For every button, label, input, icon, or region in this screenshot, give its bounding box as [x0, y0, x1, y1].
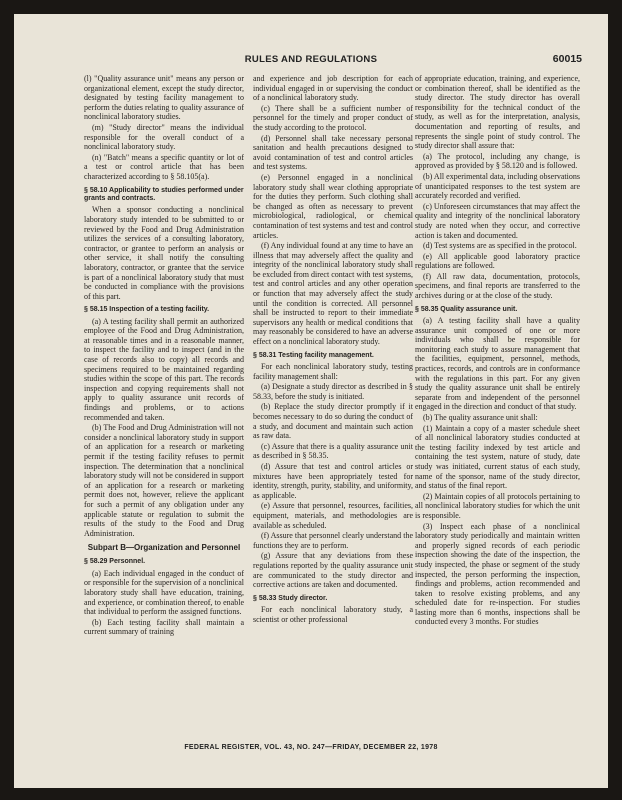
paragraph: (d) Personnel shall take necessary personal sanitation and health precautions designed to avoid contamination of test and control articles and test systems.	[253, 133, 413, 172]
paragraph: (d) Test systems are as specified in the protocol.	[423, 241, 577, 251]
paragraph: (f) Assure that personnel clearly understand the functions they are to perform.	[253, 531, 413, 550]
paragraph: (b) Replace the study director promptly if it becomes necessary to do so during the conduct of a study, and document and maintain such action as raw data.	[253, 402, 413, 441]
section-heading: § 58.35 Quality assurance unit.	[415, 305, 518, 313]
paragraph: (a) The protocol, including any change, is approved as provided by § 58.120 and is followed.	[415, 151, 580, 171]
paragraph: (m) "Study director" means the individual responsible for the overall conduct of a nonclinical laboratory study.	[84, 122, 244, 152]
paragraph: (n) "Batch" means a specific quantity or lot of a test or control article that has been characterized according to § 58.105(a).	[84, 152, 244, 181]
paragraph: For each nonclinical laboratory study, a scientist or other professional	[253, 605, 413, 624]
paragraph: (a) Each individual engaged in the conduct of or responsible for the supervision of a nonclinical laboratory study shall have education, training, and experience, or combination thereof, to enable that individual to perform the assigned functions.	[84, 568, 244, 617]
text-column-1	[84, 74, 244, 734]
paragraph: (b) Each testing facility shall maintain a current summary of training	[84, 617, 244, 637]
running-title: RULES AND REGULATIONS	[244, 54, 378, 65]
paragraph: (a) A testing facility shall permit an authorized employee of the Food and Drug Administration, at reasonable times and in a reasonable manner, to inspect the facility and to inspect (and in the case of records also to copy) all records and specimens required to be maintained regarding studies within the scope of this part. The records inspection and copying requirements shall not apply to quality assurance unit records of findings and problems, or to actions recommended and taken.	[84, 316, 244, 422]
paragraph: (a) Designate a study director as described in § 58.33, before the study is initiated.	[253, 382, 413, 401]
paragraph: When a sponsor conducting a nonclinical laboratory study intended to be submitted to or reviewed by the Food and Drug Administration utilizes the services of a consulting laboratory, contractor, or grantee to perform an analysis or other service, it shall notify the consulting laboratory, contractor, or grantee that the service is part of a nonclinical laboratory study that must be conducted in compliance with the provisions of this part.	[84, 205, 244, 301]
paragraph: (f) Any individual found at any time to have an illness that may adversely affect the quality and integrity of the nonclinical laboratory study shall be excluded from direct contact with test systems, test and control articles and any other operation or function that may adversely affect the study until the condition is corrected. All personnel shall be instructed to report to their immediate supervisors any health or medical conditions that may reasonably be considered to have an adverse effect on a nonclinical laboratory study.	[253, 241, 413, 347]
page-footer: FEDERAL REGISTER, VOL. 43, NO. 247—FRIDAY, DECEMBER 22, 1978	[184, 744, 438, 751]
paragraph: (b) The quality assurance unit shall:	[423, 413, 538, 422]
paragraph: (2) Maintain copies of all protocols pertaining to all nonclinical laboratory studies for which the unit is responsible.	[415, 491, 580, 520]
section-heading: § 58.29 Personnel.	[84, 558, 146, 566]
paragraph: For each nonclinical laboratory study, testing facility management shall:	[253, 362, 413, 381]
paragraph: (f) All raw data, documentation, protocols, specimens, and final reports are transferred to the archives during or at the close of the study.	[415, 271, 580, 301]
paragraph: (b) The Food and Drug Administration will not consider a nonclinical laboratory study in support of an application for a research or marketing permit if the testing facility refuses to permit inspection. The determination that a nonclinical laboratory study will not be considered in support of an application for a research or marketing permit does not, however, relieve the applicant for such a permit of any obligation under any applicable statute or regulation to submit the results of the study to the Food and Drug Administration.	[84, 423, 244, 538]
document-page	[14, 14, 608, 788]
page-number: 60015	[552, 53, 582, 65]
text-column-2	[253, 74, 413, 734]
section-heading: § 58.33 Study director.	[253, 594, 328, 602]
paragraph: (c) There shall be a sufficient number of personnel for the timely and proper conduct of the study according to the protocol.	[253, 103, 413, 132]
section-heading: § 58.15 Inspection of a testing facility.	[84, 306, 210, 314]
paragraph: (c) Assure that there is a quality assurance unit as described in § 58.35.	[253, 441, 413, 461]
section-heading: § 58.31 Testing facility management.	[253, 351, 374, 359]
section-heading: § 58.10 Applicability to studies performed under grants and contracts.	[84, 186, 244, 202]
page-header	[14, 54, 608, 70]
subpart-heading: Subpart B—Organization and Personnel	[87, 543, 241, 553]
paragraph: (b) All experimental data, including observations of unanticipated responses to the test system are accurately recorded and verified.	[415, 171, 580, 201]
paragraph: (3) Inspect each phase of a nonclinical laboratory study periodically and maintain written and properly signed records of each periodic inspection showing the date of the inspection, the study inspected, the phase or segment of the study inspected, the person performing the inspection, findings and problems, action recommended and taken to resolve existing problems, and any scheduled date for re-inspection. For studies lasting more than 6 months, inspections shall be conducted every 3 months. For studies	[415, 521, 580, 627]
paragraph: (g) Assure that any deviations from these regulations reported by the quality assurance unit are communicated to the study director and corrective actions are taken and documented.	[253, 551, 413, 590]
paragraph: (a) A testing facility shall have a quality assurance unit composed of one or more individuals who shall be responsible for monitoring each study to assure management that the facilities, equipment, personnel, methods, practices, records, and controls are in conformance with the regulations in this part. For any given study the quality assurance unit shall be entirely separate from and independent of the personnel engaged in the direction and conduct of that study.	[415, 316, 580, 412]
paragraph: (d) Assure that test and control articles or mixtures have been appropriately tested for identity, strength, purity, stability, and uniformity, as applicable.	[253, 461, 413, 500]
paragraph: (1) Maintain a copy of a master schedule sheet of all nonclinical laboratory studies conducted at the testing facility indexed by test article and containing the test system, nature of study, date study was initiated, current status of each study, name of the sponsor, name of the study director, and status of the final report.	[415, 423, 580, 491]
paragraph: (c) Unforeseen circumstances that may affect the quality and integrity of the nonclinical laboratory study are noted when they occur, and corrective action is taken and documented.	[415, 201, 580, 240]
paragraph: (e) All applicable good laboratory practice regulations are followed.	[415, 251, 580, 271]
paragraph: (e) Assure that personnel, resources, facilities, equipment, materials, and methodologies are available as scheduled.	[253, 501, 413, 530]
paragraph: (l) "Quality assurance unit" means any person or organizational element, except the study director, designated by testing facility management to perform the duties relating to quality assurance of nonclinical laboratory studies.	[84, 74, 244, 122]
paragraph: of appropriate education, training, and experience, or combination thereof, shall be identified as the study director. The study director has overall responsibility for the technical conduct of the study, as well as for the interpretation, analysis, documentation and reporting of results, and represents the single point of study control. The study director shall assure that:	[415, 74, 580, 151]
text-column-3	[415, 74, 580, 734]
paragraph: (e) Personnel engaged in a nonclinical laboratory study shall wear clothing appropriate for the duties they perform. Such clothing shall be changed as often as necessary to prevent microbiological, radiological, or chemical contamination of test systems and test and control articles.	[253, 172, 413, 240]
paragraph: and experience and job description for each individual engaged in or supervising the conduct of a nonclinical laboratory study.	[253, 74, 413, 103]
